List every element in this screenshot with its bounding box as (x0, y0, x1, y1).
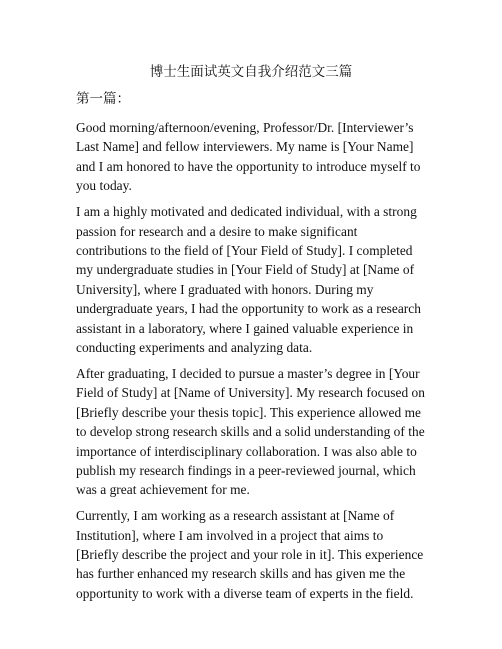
paragraph-greeting: Good morning/afternoon/evening, Professor/Dr. [Interviewer’s Last Name] and fellow interviewers. My name is [Your Name] and I am honored to have the opportunity to introduce myself to you today. (76, 120, 421, 194)
paragraph-background: I am a highly motivated and dedicated individual, with a strong passion for research and a desire to make significant contributions to the field of [Your Field of Study]. I completed my undergraduate studies in [Your Field of Study] at [Name of University], where I graduated with honors. During my undergraduate years, I had the opportunity to work as a research assistant in a laboratory, where I gained valuable experience in conducting experiments and analyzing data. (76, 204, 421, 355)
document-body (76, 118, 426, 610)
paragraph-masters: After graduating, I decided to pursue a master’s degree in [Your Field of Study] at [Name of University]. My research focused on [Briefly describe your thesis topic]. This experience allowed me to develop strong research skills and a solid understanding of the importance of interdisciplinary collaboration. I was also able to publish my research findings in a peer-reviewed journal, which was a great achievement for me. (76, 365, 425, 498)
paragraph-current-work: Currently, I am working as a research assistant at [Name of Institution], where I am involved in a project that aims to [Briefly describe the project and your role in it]. This experience has further enhanced my research skills and has given me the opportunity to work with a diverse team of experts in the field. (76, 508, 424, 601)
section-label: 第一篇： (76, 91, 130, 107)
document-title: 博士生面试英文自我介绍范文三篇 (149, 64, 353, 80)
